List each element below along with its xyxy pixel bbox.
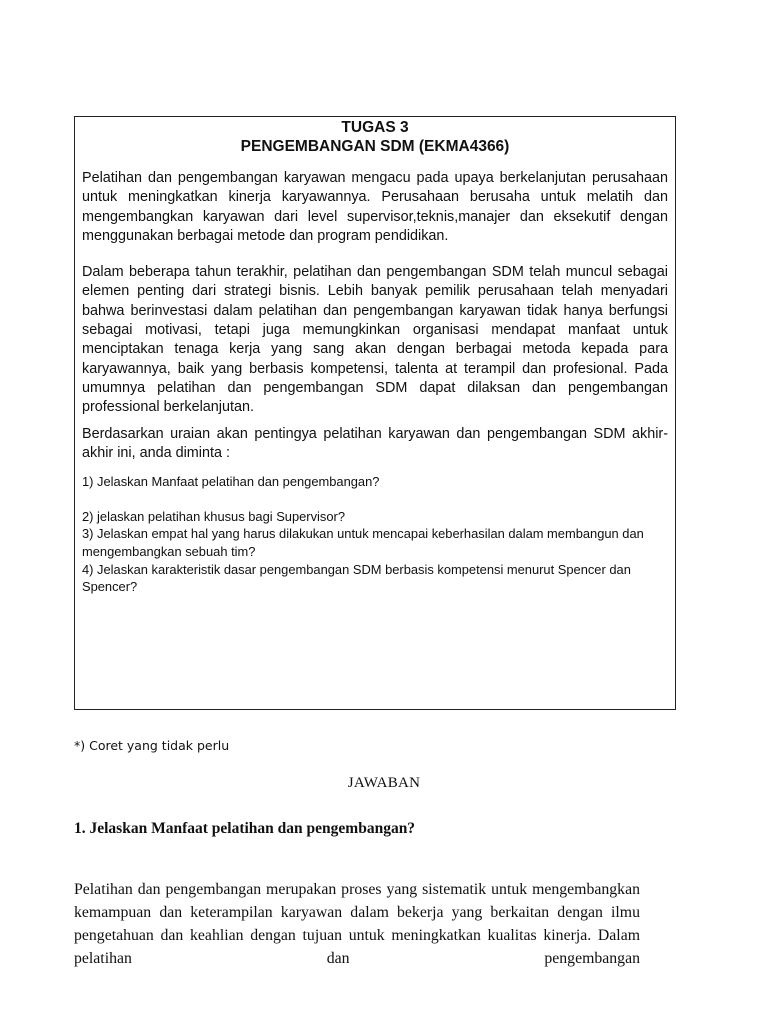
answer-question-1: 1. Jelaskan Manfaat pelatihan dan pengembangan? [74,820,416,837]
question-item: 3) Jelaskan empat hal yang harus dilakukan untuk mencapai keberhasilan dalam membangun dan mengembangkan sebuah tim? [82,526,644,559]
footnote: *) Coret yang tidak perlu [74,738,230,753]
task-title [75,118,675,156]
question-item: 4) Jelaskan karakteristik dasar pengembangan SDM berbasis kompetensi menurut Spencer dan Spencer? [82,561,631,595]
task-paragraph-3: Berdasarkan uraian akan pentingya pelatihan karyawan dan pengembangan SDM akhir-akhir ini, anda diminta : [82,425,668,461]
answer-text-1: Pelatihan dan pengembangan merupakan proses yang sistematik untuk mengembangkan kemampuan dan keterampilan karyawan dalam bekerja yang berkaitan dengan ilmu pengetahuan dan keahlian dengan tujuan untuk meningkatkan kualitas kinerja. Dalam pelatihan dan pengembangan [74,881,640,967]
answer-heading: JAWABAN [347,775,421,791]
task-title-line1: TUGAS 3 [341,119,409,136]
question-item: 2) jelaskan pelatihan khusus bagi Supervisor? [82,508,345,524]
question-item: 1) Jelaskan Manfaat pelatihan dan pengembangan? [82,474,380,490]
task-title-line2: PENGEMBANGAN SDM (EKMA4366) [240,138,510,155]
task-paragraph-1: Pelatihan dan pengembangan karyawan mengacu pada upaya berkelanjutan perusahaan untuk meningkatkan kinerja karyawannya. Perusahaan berusaha untuk melatih dan mengembangkan karyawan dari level supervisor,teknis,manajer dan eksekutif dengan menggunakan berbagai metode dan program pendidikan. [82,170,668,244]
question-list [82,473,668,596]
task-paragraph-2: Dalam beberapa tahun terakhir, pelatihan dan pengembangan SDM telah muncul sebagai elemen penting dari strategi bisnis. Lebih banyak pemilik perusahaan telah menyadari bahwa berinvestasi dalam pelatihan dan pengembangan karyawan tidak hanya berfungsi sebagai motivasi, tetapi juga memungkinkan organisasi mendapat manfaat untuk menciptakan tenaga kerja yang sang akan dengan berbagai metoda kepada para karyawannya, baik yang berbasis kompetensi, talenta at terampil dan profesional. Pada umumnya pelatihan dan pengembangan SDM dapat dilaksan dan pengembangan professional berkelanjutan. [82,264,668,416]
task-box [74,116,676,710]
